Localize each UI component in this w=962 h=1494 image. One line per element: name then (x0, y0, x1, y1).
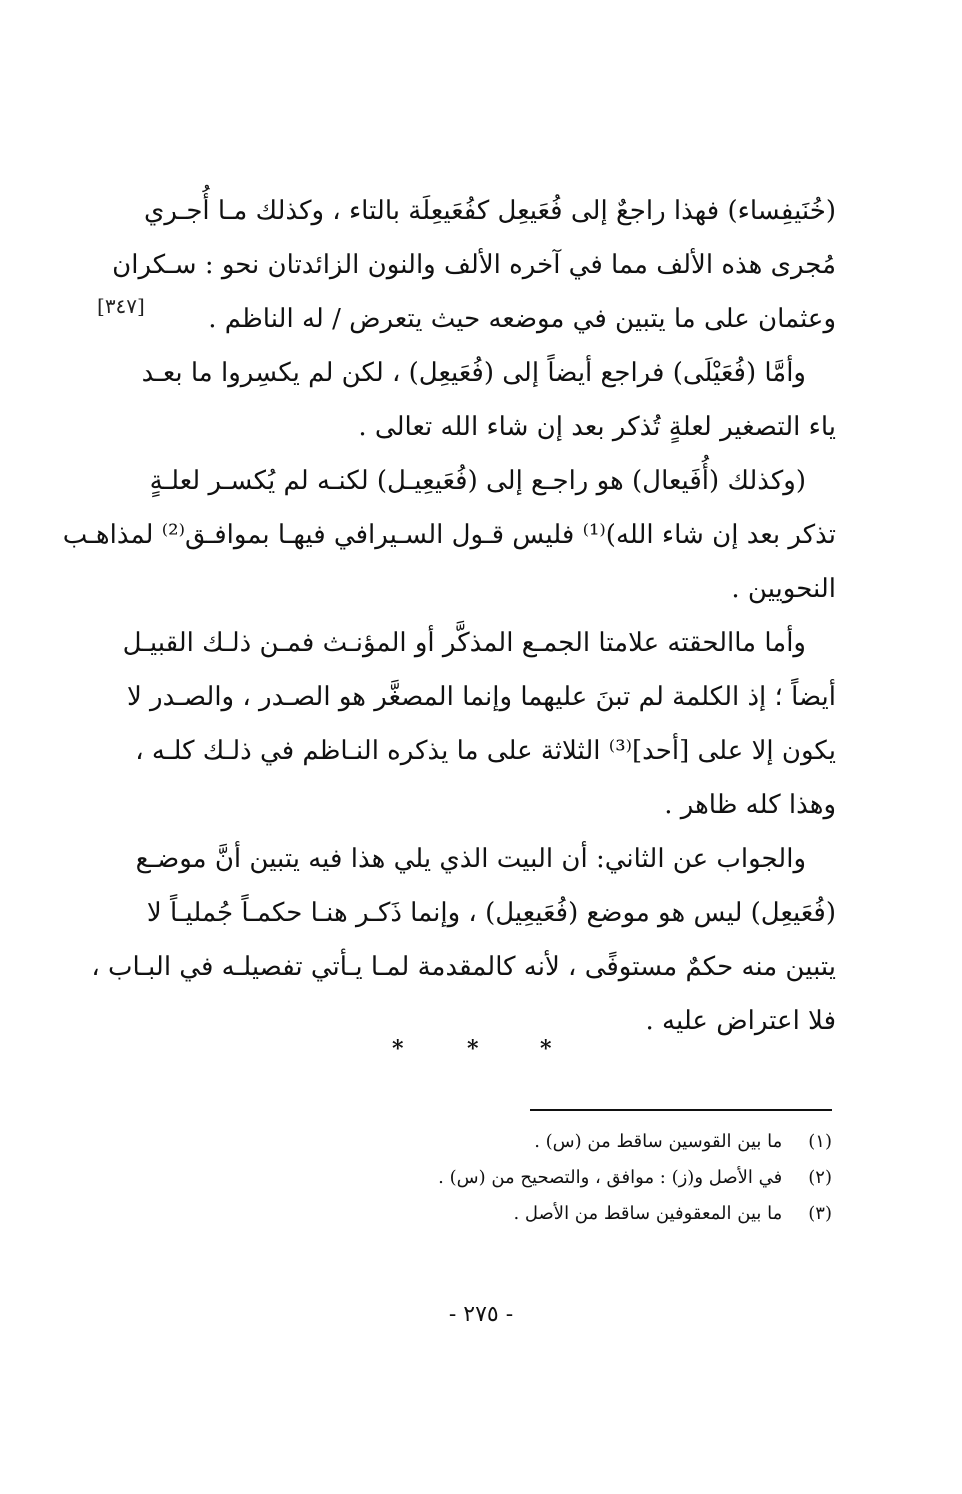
separator-star: * (540, 1036, 552, 1062)
text-line: والجواب عن الثاني: أن البيت الذي يلي هذا فيه يتبين أنَّ موضـع (135, 844, 806, 874)
text-line: مُجرى هذه الألف مما في آخره الألف والنون الزائدتان نحو : سـكران (112, 250, 836, 280)
text-line: النحويين . (731, 574, 836, 604)
footnote-number: (٣) (808, 1203, 832, 1224)
footnote-text: في الأصل و(ز) : موافق ، والتصحيح من (س) . (438, 1167, 783, 1188)
page-number: - ٢٧٥ - (448, 1302, 514, 1327)
text-line: (فُعَيعِل) ليس هو موضع (فُعَيعِيل) ، وإنما ذَكـر هنـا حكمـاً جُمليـاً لا (146, 898, 836, 928)
text-line: يتبين منه حكمٌ مستوفًى ، لأنه كالمقدمة لمـا يـأتي تفصيلـه في البـاب ، (91, 952, 836, 982)
footnote-number: (٢) (808, 1167, 832, 1188)
text-line: ياء التصغير لعلةٍ تُذكر بعد إن شاء الله تعالى . (358, 412, 836, 442)
text-line: تذكر بعد إن شاء الله)⁽¹⁾ فليس قـول السـيرافي فيهـا بموافـق⁽²⁾ لمذاهـب (62, 520, 836, 550)
text-line: أيضاً ؛ إذ الكلمة لم تبنَ عليهما وإنما المصغَّر هو الصـدر ، والصـدر لا (126, 682, 836, 712)
text-line: وأما ماالحقته علامتا الجمـع المذكَّر أو المؤنـث فمـن ذلـك القبيـل (122, 628, 806, 658)
footnote-text: ما بين المعقوفين ساقط من الأصل . (513, 1203, 783, 1224)
footnote-text: ما بين القوسين ساقط من (س) . (534, 1131, 783, 1152)
footnote-rule (530, 1109, 832, 1111)
text-line: (خُنَيفِساء) فهذا راجعٌ إلى فُعَيعِل كفُعَيعِلَة بالتاء ، وكذلك مـا أُجـري (144, 196, 836, 226)
text-line: (وكذلك (أُفَيعال) هو راجـع إلى (فُعَيعِيـل) لكنـه لم يُكسـر لعلـةٍ (149, 466, 806, 496)
footnote (534, 1128, 832, 1156)
footnote-number: (١) (808, 1131, 832, 1152)
section-separator (0, 1036, 962, 1066)
separator-star: * (467, 1036, 479, 1062)
margin-reference: [٣٤٧] (97, 294, 145, 318)
text-line: فلا اعتراض عليه . (645, 1006, 836, 1036)
footnote (513, 1200, 832, 1228)
text-line: وأمَّا (فُعَيْلَى) فراجع أيضاً إلى (فُعَيعِل) ، لكن لم يكسِروا ما بعـد (141, 358, 806, 388)
text-line: يكون إلا على [أحد]⁽³⁾ الثلاثة على ما يذكره النـاظم في ذلـك كلـه ، (135, 736, 836, 766)
text-line: وهذا كله ظاهر . (664, 790, 836, 820)
footnote (438, 1164, 832, 1192)
separator-star: * (392, 1036, 404, 1062)
text-line: وعثمان على ما يتبين في موضعه حيث يتعرض / له الناظم . (208, 304, 836, 334)
